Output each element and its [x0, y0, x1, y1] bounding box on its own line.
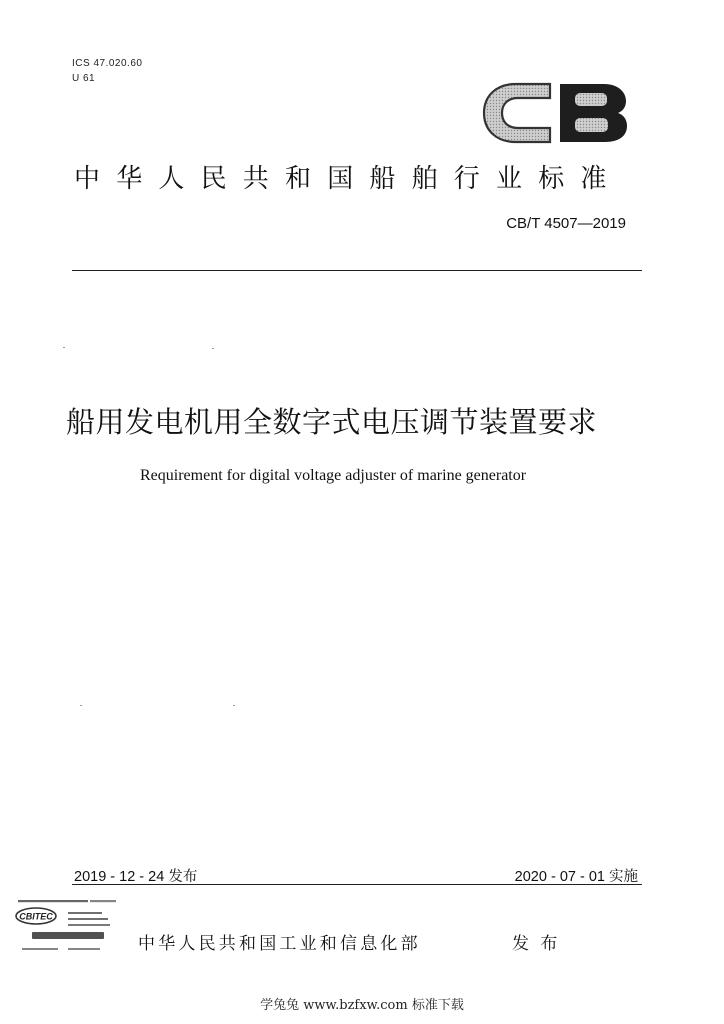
standard-number: CB/T 4507—2019: [506, 215, 626, 232]
scan-speck: [63, 347, 65, 348]
download-watermark: 学兔兔 www.bzfxw.com 标准下载: [260, 998, 464, 1013]
scan-speck: [80, 705, 82, 706]
classification-codes: [72, 56, 142, 86]
header-divider: [72, 270, 642, 271]
scan-speck: [233, 705, 235, 706]
implementation-date: 2020 - 07 - 01 实施: [514, 869, 638, 885]
document-title-en: Requirement for digital voltage adjuster of marine generator: [140, 467, 527, 484]
cb-logo-icon: [480, 78, 630, 148]
scan-speck: [212, 348, 214, 349]
ccs-code: U 61: [72, 73, 96, 84]
publish-label: 发 布: [512, 934, 561, 954]
standard-title: 中华人民共和国船舶行业标准: [74, 164, 623, 194]
ics-code: ICS 47.020.60: [72, 58, 143, 69]
issue-date: 2019 - 12 - 24 发布: [74, 869, 198, 885]
svg-text:CBITEC: CBITEC: [19, 911, 53, 922]
distributor-stamp-icon: [12, 896, 124, 968]
footer-divider: [72, 884, 642, 885]
publisher-name: 中华人民共和国工业和信息化部: [138, 934, 421, 954]
document-title-zh: 船用发电机用全数字式电压调节装置要求: [66, 405, 598, 439]
